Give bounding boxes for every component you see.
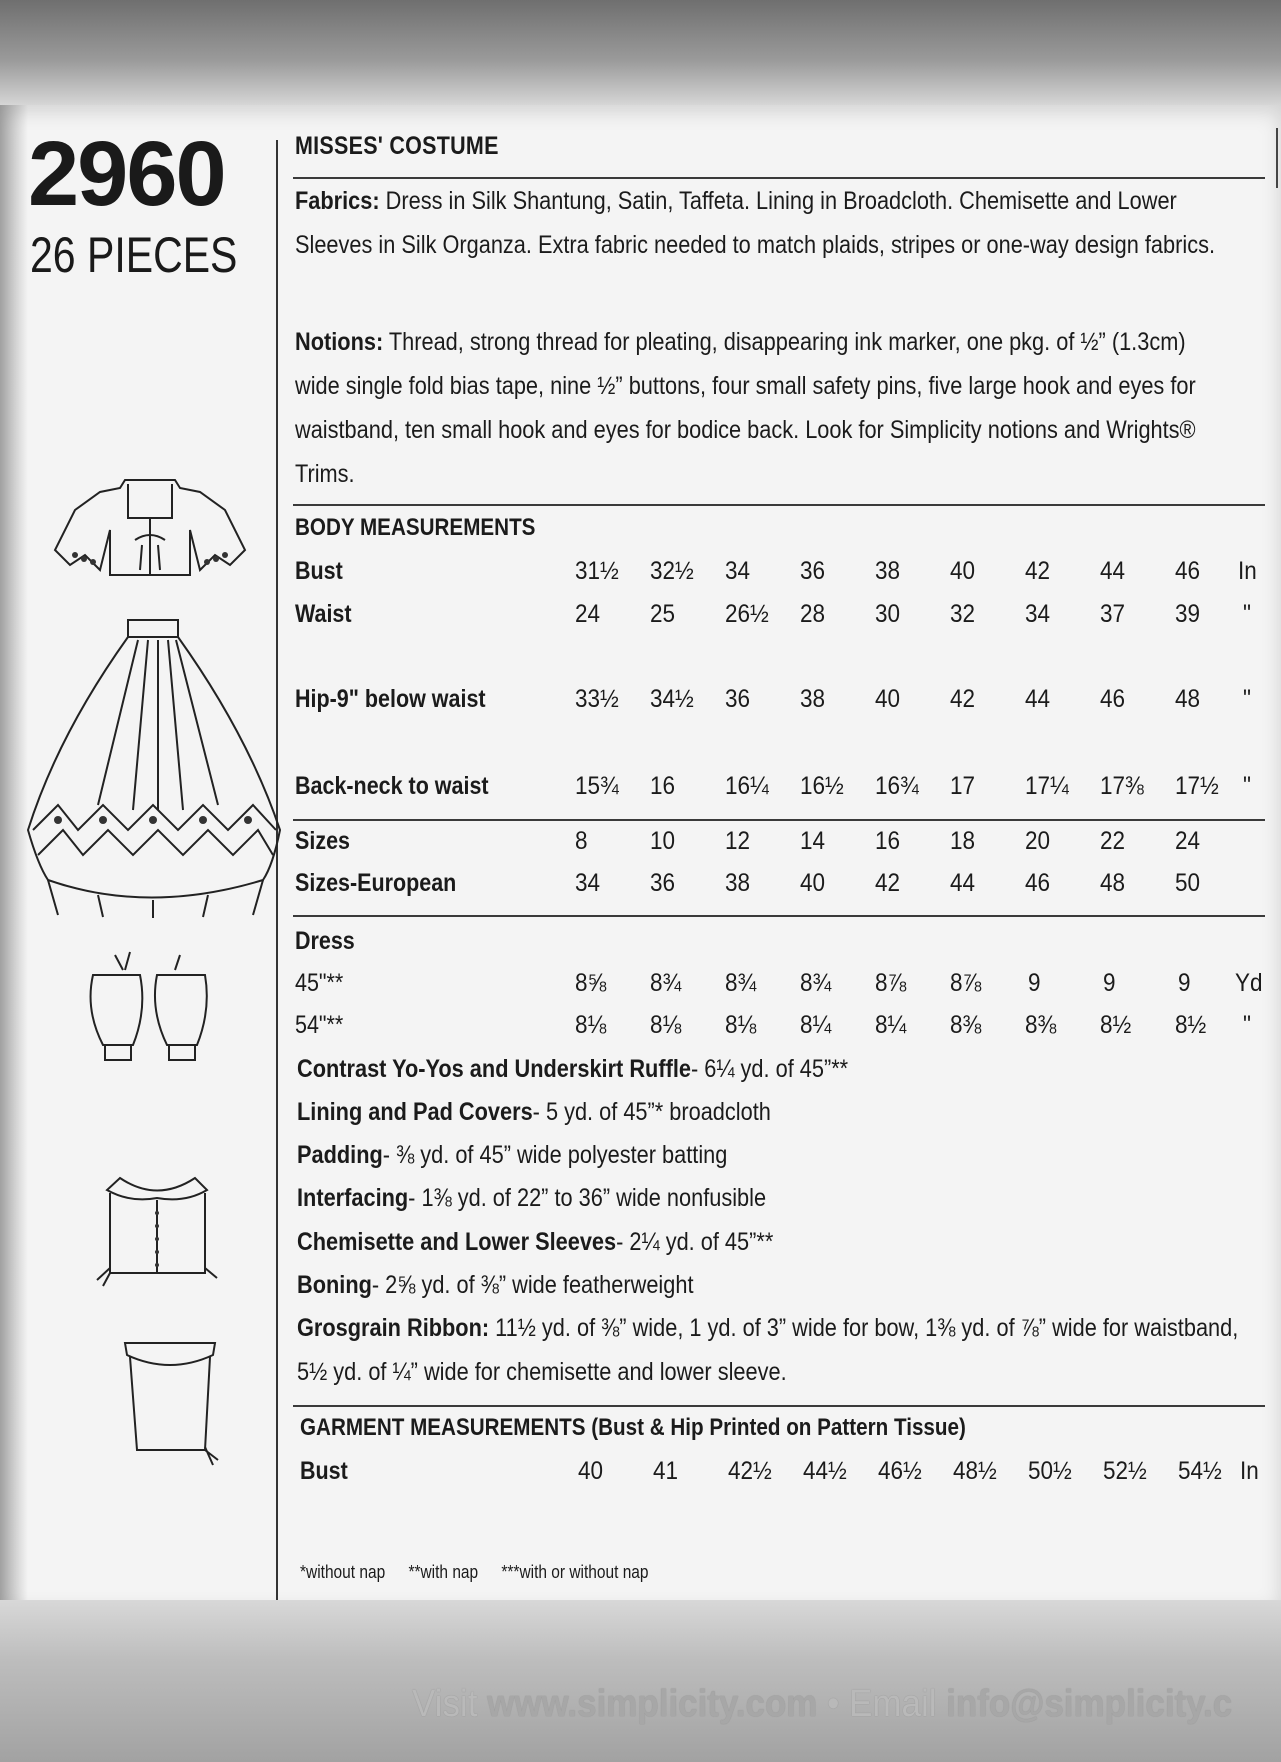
piece-count: 26 PIECES [30, 227, 238, 283]
cell: 32½ [650, 557, 694, 585]
footnote-without-nap: *without nap [300, 1562, 386, 1582]
divider-garment [293, 1405, 1265, 1407]
row-label: Hip-9" below waist [295, 685, 486, 713]
chemisette-front-illustration [95, 1168, 220, 1293]
cell: 12 [725, 827, 751, 855]
unit: " [1243, 772, 1251, 800]
sizes-european-row [295, 869, 1275, 909]
cell: 17¼ [1025, 772, 1069, 800]
cell: 37 [1100, 600, 1126, 628]
cell: 40 [578, 1457, 604, 1485]
cell: 44 [1100, 557, 1126, 585]
cell: 46 [1175, 557, 1201, 585]
fabrics-label: Fabrics: [295, 187, 380, 215]
row-label: 45"** [295, 969, 344, 997]
cell: 48 [1100, 869, 1126, 897]
cell: 41 [653, 1457, 679, 1485]
notions-line1: Thread, strong thread for pleating, disappearing ink marker, one pkg. of ½” (1.3cm) [383, 328, 1186, 356]
allocation-grosgrain-ribbon [297, 1314, 1238, 1343]
cell: 44½ [803, 1457, 847, 1485]
chemisette-back-illustration [115, 1335, 225, 1470]
dress-heading: Dress [295, 927, 355, 955]
unit: " [1243, 600, 1251, 628]
cell: 8⅛ [575, 1011, 607, 1039]
body-measurements-heading: BODY MEASUREMENTS [295, 514, 536, 541]
row-label: Sizes-European [295, 869, 457, 897]
cell: 33½ [575, 685, 619, 713]
cell: 48 [1175, 685, 1201, 713]
cell: 52½ [1103, 1457, 1147, 1485]
cell: 8½ [1175, 1011, 1207, 1039]
notions-line4: Trims. [295, 460, 355, 488]
cell: 28 [800, 600, 826, 628]
row-label: Sizes [295, 827, 350, 855]
cell: 8⅛ [725, 1011, 757, 1039]
email-link[interactable]: info@simplicity.c [946, 1683, 1233, 1725]
garment-row-bust [300, 1457, 1280, 1497]
cell: 8¼ [875, 1011, 907, 1039]
allocation-boning [297, 1271, 694, 1300]
cell: 24 [575, 600, 601, 628]
row-label: Bust [295, 557, 343, 585]
cell: 20 [1025, 827, 1051, 855]
fabrics-line2: Sleeves in Silk Organza. Extra fabric needed to match plaids, stripes or one-way design fabrics. [295, 231, 1215, 259]
unit: In [1240, 1457, 1259, 1485]
allocation-text: - ⅜ yd. of 45” wide polyester batting [382, 1141, 728, 1169]
cell: 16½ [800, 772, 844, 800]
cell: 31½ [575, 557, 619, 585]
cell: 46½ [878, 1457, 922, 1485]
allocation-label: Padding [297, 1141, 383, 1169]
cell: 8¾ [650, 969, 682, 997]
cell: 36 [725, 685, 751, 713]
cell: 42 [875, 869, 901, 897]
notions-label: Notions: [295, 328, 384, 356]
allocation-padding [297, 1141, 727, 1170]
cell: 24 [1175, 827, 1201, 855]
cell: 15¾ [575, 772, 619, 800]
unit: " [1243, 685, 1251, 713]
cell: 40 [875, 685, 901, 713]
cell: 36 [650, 869, 676, 897]
bodice-illustration [50, 470, 250, 590]
cell: 8¾ [725, 969, 757, 997]
cell: 8⅞ [875, 969, 907, 997]
cell: 8 [575, 827, 588, 855]
cell: 18 [950, 827, 976, 855]
cell: 8⅛ [650, 1011, 682, 1039]
cell: 17 [950, 772, 976, 800]
cell: 9 [1028, 969, 1041, 997]
garment-measurements-heading: GARMENT MEASUREMENTS (Bust & Hip Printed on Pattern Tissue) [300, 1414, 966, 1441]
notions-line3: waistband, ten small hook and eyes for bodice back. Look for Simplicity notions and Wrights® [295, 416, 1196, 444]
allocation-ribbon-line2: 5½ yd. of ¼” wide for chemisette and lower sleeve. [297, 1358, 787, 1386]
cell: 44 [950, 869, 976, 897]
allocation-text: - 1⅜ yd. of 22” to 36” wide nonfusible [408, 1184, 767, 1212]
row-label: Waist [295, 600, 352, 628]
allocation-label: Chemisette and Lower Sleeves [297, 1228, 617, 1256]
cell: 22 [1100, 827, 1126, 855]
unit: " [1243, 1011, 1251, 1039]
cell: 14 [800, 827, 826, 855]
footnote-with-nap: **with nap [408, 1562, 479, 1582]
row-label: Bust [300, 1457, 348, 1485]
cell: 34 [575, 869, 601, 897]
skirt-illustration [18, 615, 288, 920]
footnotes [300, 1562, 667, 1583]
cell: 42 [1025, 557, 1051, 585]
cell: 38 [800, 685, 826, 713]
notions-paragraph [295, 320, 1235, 496]
measurement-row-hip [295, 685, 1275, 725]
allocation-text: - 6¼ yd. of 45”** [690, 1055, 849, 1083]
cell: 38 [875, 557, 901, 585]
allocation-label: Contrast Yo-Yos and Underskirt Ruffle [297, 1055, 691, 1083]
dress-row-45 [295, 969, 1275, 1009]
cell: 8⅜ [950, 1011, 982, 1039]
cell: 50 [1175, 869, 1201, 897]
dress-row-54 [295, 1011, 1275, 1051]
cell: 16 [650, 772, 676, 800]
cell: 34 [1025, 600, 1051, 628]
cell: 50½ [1028, 1457, 1072, 1485]
allocation-label: Grosgrain Ribbon: [297, 1314, 490, 1342]
cell: 39 [1175, 600, 1201, 628]
cell: 30 [875, 600, 901, 628]
cell: 44 [1025, 685, 1051, 713]
cell: 42½ [728, 1457, 772, 1485]
allocation-text: - 2¼ yd. of 45”** [616, 1228, 774, 1256]
cell: 16¾ [875, 772, 919, 800]
footer-visit: Visit [412, 1683, 488, 1725]
cell: 54½ [1178, 1457, 1222, 1485]
measurement-row-back-neck [295, 772, 1275, 812]
footer-contact [412, 1683, 1232, 1726]
envelope-bottom-band [0, 1600, 1281, 1762]
sizes-row [295, 827, 1275, 867]
allocation-lining [297, 1098, 771, 1127]
row-label: 54"** [295, 1011, 344, 1039]
cell: 10 [650, 827, 676, 855]
cell: 25 [650, 600, 676, 628]
cell: 34½ [650, 685, 694, 713]
cell: 8¾ [800, 969, 832, 997]
cell: 32 [950, 600, 976, 628]
allocation-chemisette [297, 1228, 773, 1257]
fabrics-line1: Dress in Silk Shantung, Satin, Taffeta. Lining in Broadcloth. Chemisette and Lower [379, 187, 1177, 215]
allocation-label: Interfacing [297, 1184, 409, 1212]
allocation-label: Boning [297, 1271, 372, 1299]
lower-sleeves-illustration [85, 950, 215, 1065]
cell: 16¼ [725, 772, 769, 800]
footer-separator: • Email [817, 1683, 947, 1725]
cell: 9 [1103, 969, 1116, 997]
allocation-interfacing [297, 1184, 766, 1213]
website-link[interactable]: www.simplicity.com [487, 1683, 818, 1725]
measurement-row-bust [295, 557, 1275, 597]
cell: 8⅝ [575, 969, 607, 997]
row-label: Back-neck to waist [295, 772, 489, 800]
allocation-text: - 5 yd. of 45”* broadcloth [532, 1098, 771, 1126]
cell: 8½ [1100, 1011, 1132, 1039]
cell: 8⅜ [1025, 1011, 1057, 1039]
pattern-number: 2960 [28, 123, 225, 225]
cell: 46 [1025, 869, 1051, 897]
dress-heading-row [295, 927, 1275, 967]
cell: 26½ [725, 600, 769, 628]
allocation-contrast-yoyos [297, 1055, 848, 1084]
cell: 48½ [953, 1457, 997, 1485]
cell: 8⅞ [950, 969, 982, 997]
notions-line2: wide single fold bias tape, nine ½” buttons, four small safety pins, five large hook and eyes for [295, 372, 1196, 400]
divider-dress [293, 915, 1265, 917]
cell: 40 [800, 869, 826, 897]
allocation-text: 11½ yd. of ⅜” wide, 1 yd. of 3” wide for bow, 1⅜ yd. of ⅞” wide for waistband, [489, 1314, 1239, 1342]
unit: In [1238, 557, 1257, 585]
divider-notions [293, 504, 1265, 506]
allocation-text: - 2⅝ yd. of ⅜” wide featherweight [371, 1271, 694, 1299]
cell: 36 [800, 557, 826, 585]
measurement-row-waist [295, 600, 1275, 640]
cell: 42 [950, 685, 976, 713]
fabrics-paragraph [295, 179, 1235, 267]
cell: 40 [950, 557, 976, 585]
cell: 46 [1100, 685, 1126, 713]
cell: 17½ [1175, 772, 1219, 800]
allocation-label: Lining and Pad Covers [297, 1098, 533, 1126]
cell: 9 [1178, 969, 1191, 997]
unit: Yd [1235, 969, 1263, 997]
footnote-with-or-without-nap: ***with or without nap [501, 1562, 649, 1582]
cell: 8¼ [800, 1011, 832, 1039]
pattern-title: MISSES' COSTUME [295, 132, 499, 160]
right-edge-line [1276, 128, 1278, 188]
cell: 17⅜ [1100, 772, 1144, 800]
cell: 16 [875, 827, 901, 855]
cell: 34 [725, 557, 751, 585]
cell: 38 [725, 869, 751, 897]
divider-sizes [293, 819, 1265, 821]
